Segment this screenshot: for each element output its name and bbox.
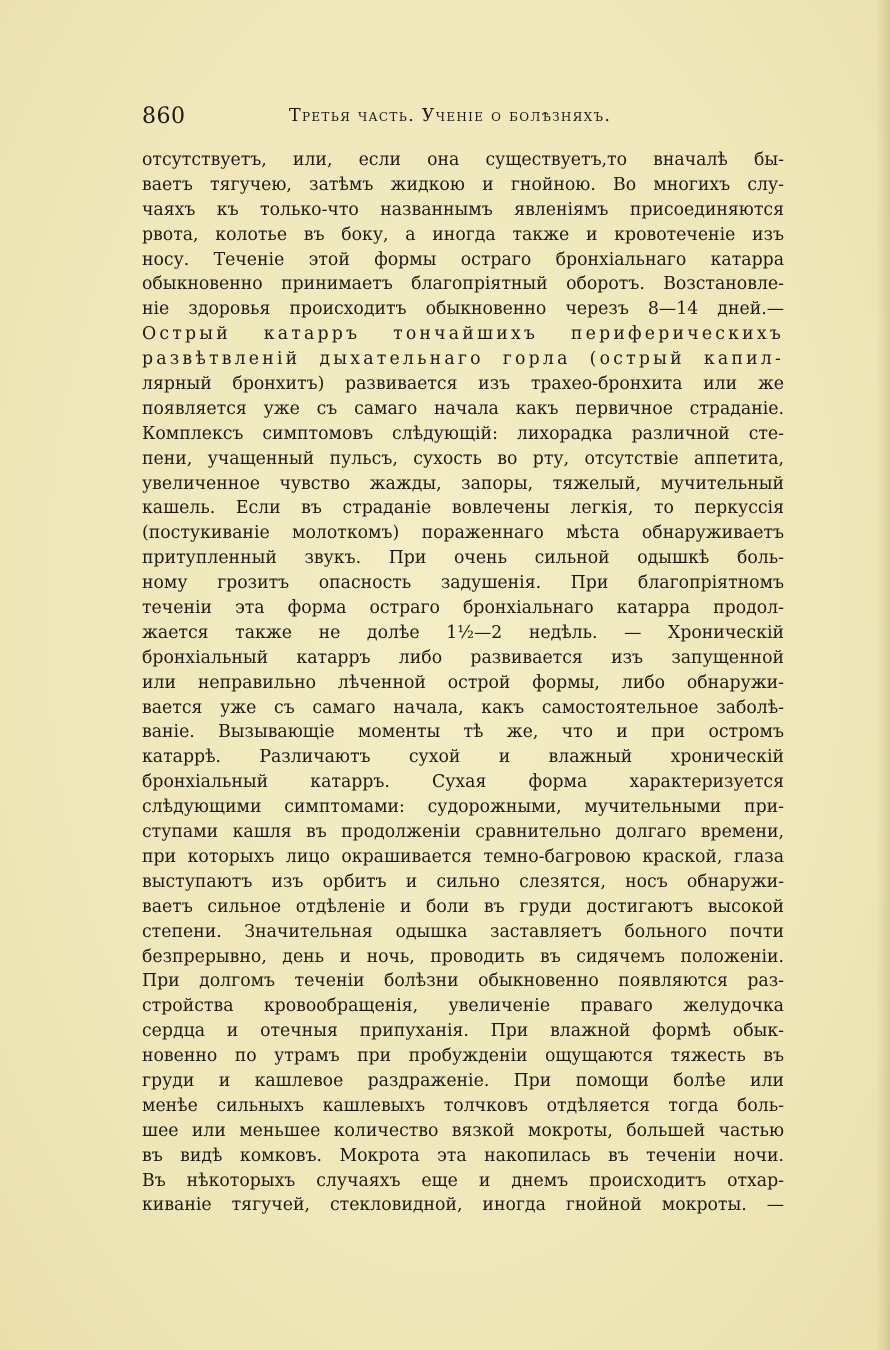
- text-line: безпрерывно, день и ночь, проводить въ сидячемъ положеніи.: [142, 946, 784, 967]
- text-line: притупленный звукъ. При очень сильной одышкѣ боль-: [142, 548, 784, 569]
- text-line: лярный бронхитъ) развивается изъ трахео-бронхита или же: [142, 374, 784, 395]
- body-text: [142, 148, 784, 1218]
- text-line: киваніе тягучей, стекловидной, иногда гнойной мокроты. —: [142, 1195, 784, 1216]
- text-line: вается уже съ самаго начала, какъ самостоятельное заболѣ-: [142, 697, 784, 718]
- text-line: ваніе. Вызывающіе моменты тѣ же, что и при остромъ: [142, 722, 784, 743]
- text-line: ному грозитъ опасность задушенія. При благопріятномъ: [142, 573, 784, 594]
- text-line: Въ нѣкоторыхъ случаяхъ еще и днемъ происходитъ отхар-: [142, 1170, 784, 1191]
- text-line: сердца и отечныя припуханія. При влажной формѣ обык-: [142, 1021, 784, 1042]
- text-line: ступами кашля въ продолженіи сравнительно долгаго времени,: [142, 822, 784, 843]
- text-line: менѣе сильныхъ кашлевыхъ толчковъ отдѣляется тогда боль-: [142, 1095, 784, 1116]
- text-line: обыкновенно принимаетъ благопріятный оборотъ. Возстановле-: [142, 274, 784, 295]
- text-line: (постукиваніе молоткомъ) пораженнаго мѣста обнаруживаетъ: [142, 523, 784, 544]
- text-line: ваетъ сильное отдѣленіе и боли въ груди достигаютъ высокой: [142, 896, 784, 917]
- text-line: ніе здоровья происходитъ обыкновенно черезъ 8—14 дней.—: [142, 299, 784, 320]
- text-line: Острый катарръ тончайшихъ периферическихъ: [142, 324, 784, 345]
- text-line: развѣтвленій дыхательнаго горла (острый капил-: [142, 349, 784, 370]
- page-number: 860: [142, 104, 186, 129]
- text-line: въ видѣ комковъ. Мокрота эта накопилась въ теченіи ночи.: [142, 1145, 784, 1166]
- text-line: пени, учащенный пульсъ, сухость во рту, отсутствіе аппетита,: [142, 448, 784, 469]
- text-line: при которыхъ лицо окрашивается темно-багровою краской, глаза: [142, 846, 784, 867]
- text-line: бронхіальный катарръ. Сухая форма характеризуется: [142, 772, 784, 793]
- page-edge-shadow: [876, 0, 890, 1350]
- text-line: чаяхъ къ только-что названнымъ явленіямъ присоединяются: [142, 199, 784, 220]
- text-line: или неправильно лѣченной острой формы, либо обнаружи-: [142, 672, 784, 693]
- text-line: жается также не долѣе 1½—2 недѣль. — Хроническій: [142, 622, 784, 643]
- text-line: кашель. Если въ страданіе вовлечены легкія, то перкуссія: [142, 498, 784, 519]
- text-line: носу. Теченіе этой формы остраго бронхіальнаго катарра: [142, 249, 784, 270]
- text-line: стройства кровообращенія, увеличеніе праваго желудочка: [142, 996, 784, 1017]
- text-line: Комплексъ симптомовъ слѣдующій: лихорадка различной сте-: [142, 423, 784, 444]
- text-line: появляется уже съ самаго начала какъ первичное страданіе.: [142, 398, 784, 419]
- text-line: отсутствуетъ, или, если она существуетъ,то вначалѣ бы-: [142, 150, 784, 170]
- text-line: При долгомъ теченіи болѣзни обыкновенно появляются раз-: [142, 971, 784, 992]
- text-line: шее или меньшее количество вязкой мокроты, большей частью: [142, 1120, 784, 1141]
- text-line: рвота, колотье въ боку, а иногда также и кровотеченіе изъ: [142, 224, 784, 245]
- text-line: груди и кашлевое раздраженіе. При помощи болѣе или: [142, 1070, 784, 1091]
- text-line: новенно по утрамъ при пробужденіи ощущаются тяжесть въ: [142, 1046, 784, 1067]
- text-line: слѣдующими симптомами: судорожными, мучительными при-: [142, 797, 784, 818]
- text-line: бронхіальный катарръ либо развивается изъ запущенной: [142, 647, 784, 668]
- running-head: Третья часть. Ученіе о болѣзняхъ.: [289, 106, 612, 126]
- text-line: увеличенное чувство жажды, запоры, тяжелый, мучительный: [142, 473, 784, 494]
- text-line: катаррѣ. Различаютъ сухой и влажный хроническій: [142, 747, 784, 768]
- text-line: теченіи эта форма остраго бронхіальнаго катарра продол-: [142, 598, 784, 619]
- text-line: выступаютъ изъ орбитъ и сильно слезятся, носъ обнаружи-: [142, 871, 784, 892]
- text-line: ваетъ тягучею, затѣмъ жидкою и гнойною. Во многихъ слу-: [142, 174, 784, 195]
- text-line: степени. Значительная одышка заставляетъ больного почти: [142, 921, 784, 942]
